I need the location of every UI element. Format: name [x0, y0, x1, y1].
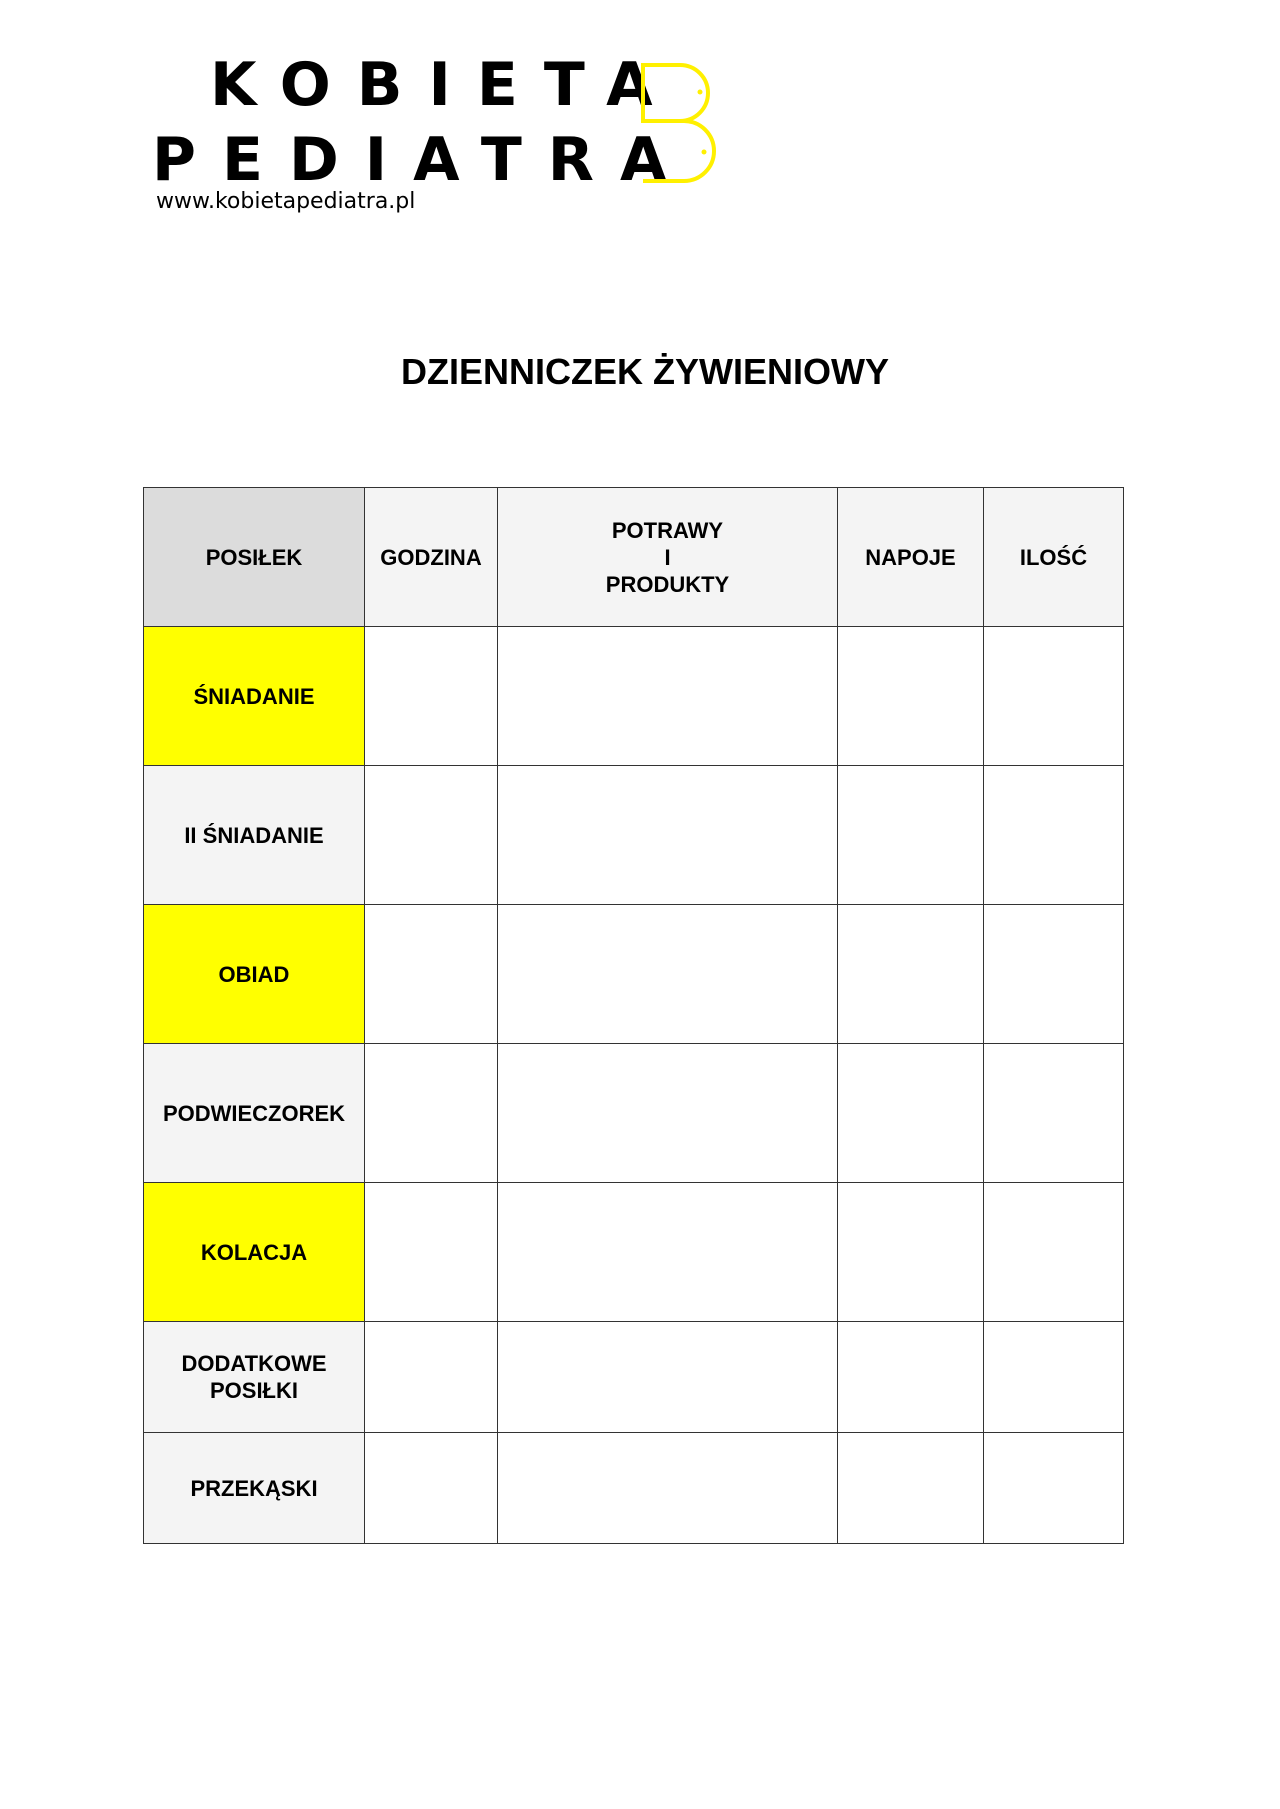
table-row	[144, 1433, 1124, 1544]
meal-label: KOLACJA	[144, 1183, 365, 1322]
drinks-cell[interactable]	[838, 1433, 984, 1544]
logo-line-kobieta: KOBIETA	[210, 50, 679, 120]
amount-cell[interactable]	[984, 1183, 1124, 1322]
amount-cell[interactable]	[984, 905, 1124, 1044]
dishes-cell[interactable]	[498, 905, 838, 1044]
meal-label-line-1: DODATKOWE	[181, 1351, 327, 1376]
logo-line-pediatra: PEDIATRA	[152, 125, 693, 195]
page-title: DZIENNICZEK ŻYWIENIOWY	[401, 351, 889, 392]
header-dishes-line-2: I	[664, 544, 671, 570]
header-drinks: NAPOJE	[838, 488, 984, 627]
header-dishes	[498, 488, 838, 627]
amount-cell[interactable]	[984, 1322, 1124, 1433]
table-row	[144, 1183, 1124, 1322]
meal-label: PODWIECZOREK	[144, 1044, 365, 1183]
meal-label: PRZEKĄSKI	[144, 1433, 365, 1544]
amount-cell[interactable]	[984, 1433, 1124, 1544]
table-row	[144, 766, 1124, 905]
meal-label	[144, 1322, 365, 1433]
header-dishes-line-1: POTRAWY	[611, 517, 724, 543]
dishes-cell[interactable]	[498, 627, 838, 766]
table-row	[144, 905, 1124, 1044]
time-cell[interactable]	[365, 1433, 498, 1544]
brand-logo	[152, 50, 722, 225]
time-cell[interactable]	[365, 1322, 498, 1433]
meal-label: II ŚNIADANIE	[144, 766, 365, 905]
dishes-cell[interactable]	[498, 1322, 838, 1433]
amount-cell[interactable]	[984, 1044, 1124, 1183]
header-meal: POSIŁEK	[144, 488, 365, 627]
drinks-cell[interactable]	[838, 905, 984, 1044]
time-cell[interactable]	[365, 905, 498, 1044]
amount-cell[interactable]	[984, 627, 1124, 766]
table-header-row	[144, 488, 1124, 627]
time-cell[interactable]	[365, 1044, 498, 1183]
drinks-cell[interactable]	[838, 1044, 984, 1183]
header-amount: ILOŚĆ	[984, 488, 1124, 627]
time-cell[interactable]	[365, 627, 498, 766]
food-diary-table	[143, 487, 1124, 1544]
table-row	[144, 1322, 1124, 1433]
table-row	[144, 1044, 1124, 1183]
drinks-cell[interactable]	[838, 766, 984, 905]
drinks-cell[interactable]	[838, 1322, 984, 1433]
drinks-cell[interactable]	[838, 1183, 984, 1322]
dishes-cell[interactable]	[498, 1183, 838, 1322]
table-row	[144, 627, 1124, 766]
meal-label-line-2: POSIŁKI	[209, 1378, 298, 1403]
logo-website-url: www.kobietapediatra.pl	[156, 189, 416, 214]
time-cell[interactable]	[365, 1183, 498, 1322]
dishes-cell[interactable]	[498, 766, 838, 905]
logo-b-icon	[640, 62, 716, 184]
header-dishes-line-3: PRODUKTY	[605, 571, 730, 597]
dishes-cell[interactable]	[498, 1044, 838, 1183]
dishes-cell[interactable]	[498, 1433, 838, 1544]
amount-cell[interactable]	[984, 766, 1124, 905]
time-cell[interactable]	[365, 766, 498, 905]
meal-label: OBIAD	[144, 905, 365, 1044]
meal-label: ŚNIADANIE	[144, 627, 365, 766]
drinks-cell[interactable]	[838, 627, 984, 766]
header-time: GODZINA	[365, 488, 498, 627]
